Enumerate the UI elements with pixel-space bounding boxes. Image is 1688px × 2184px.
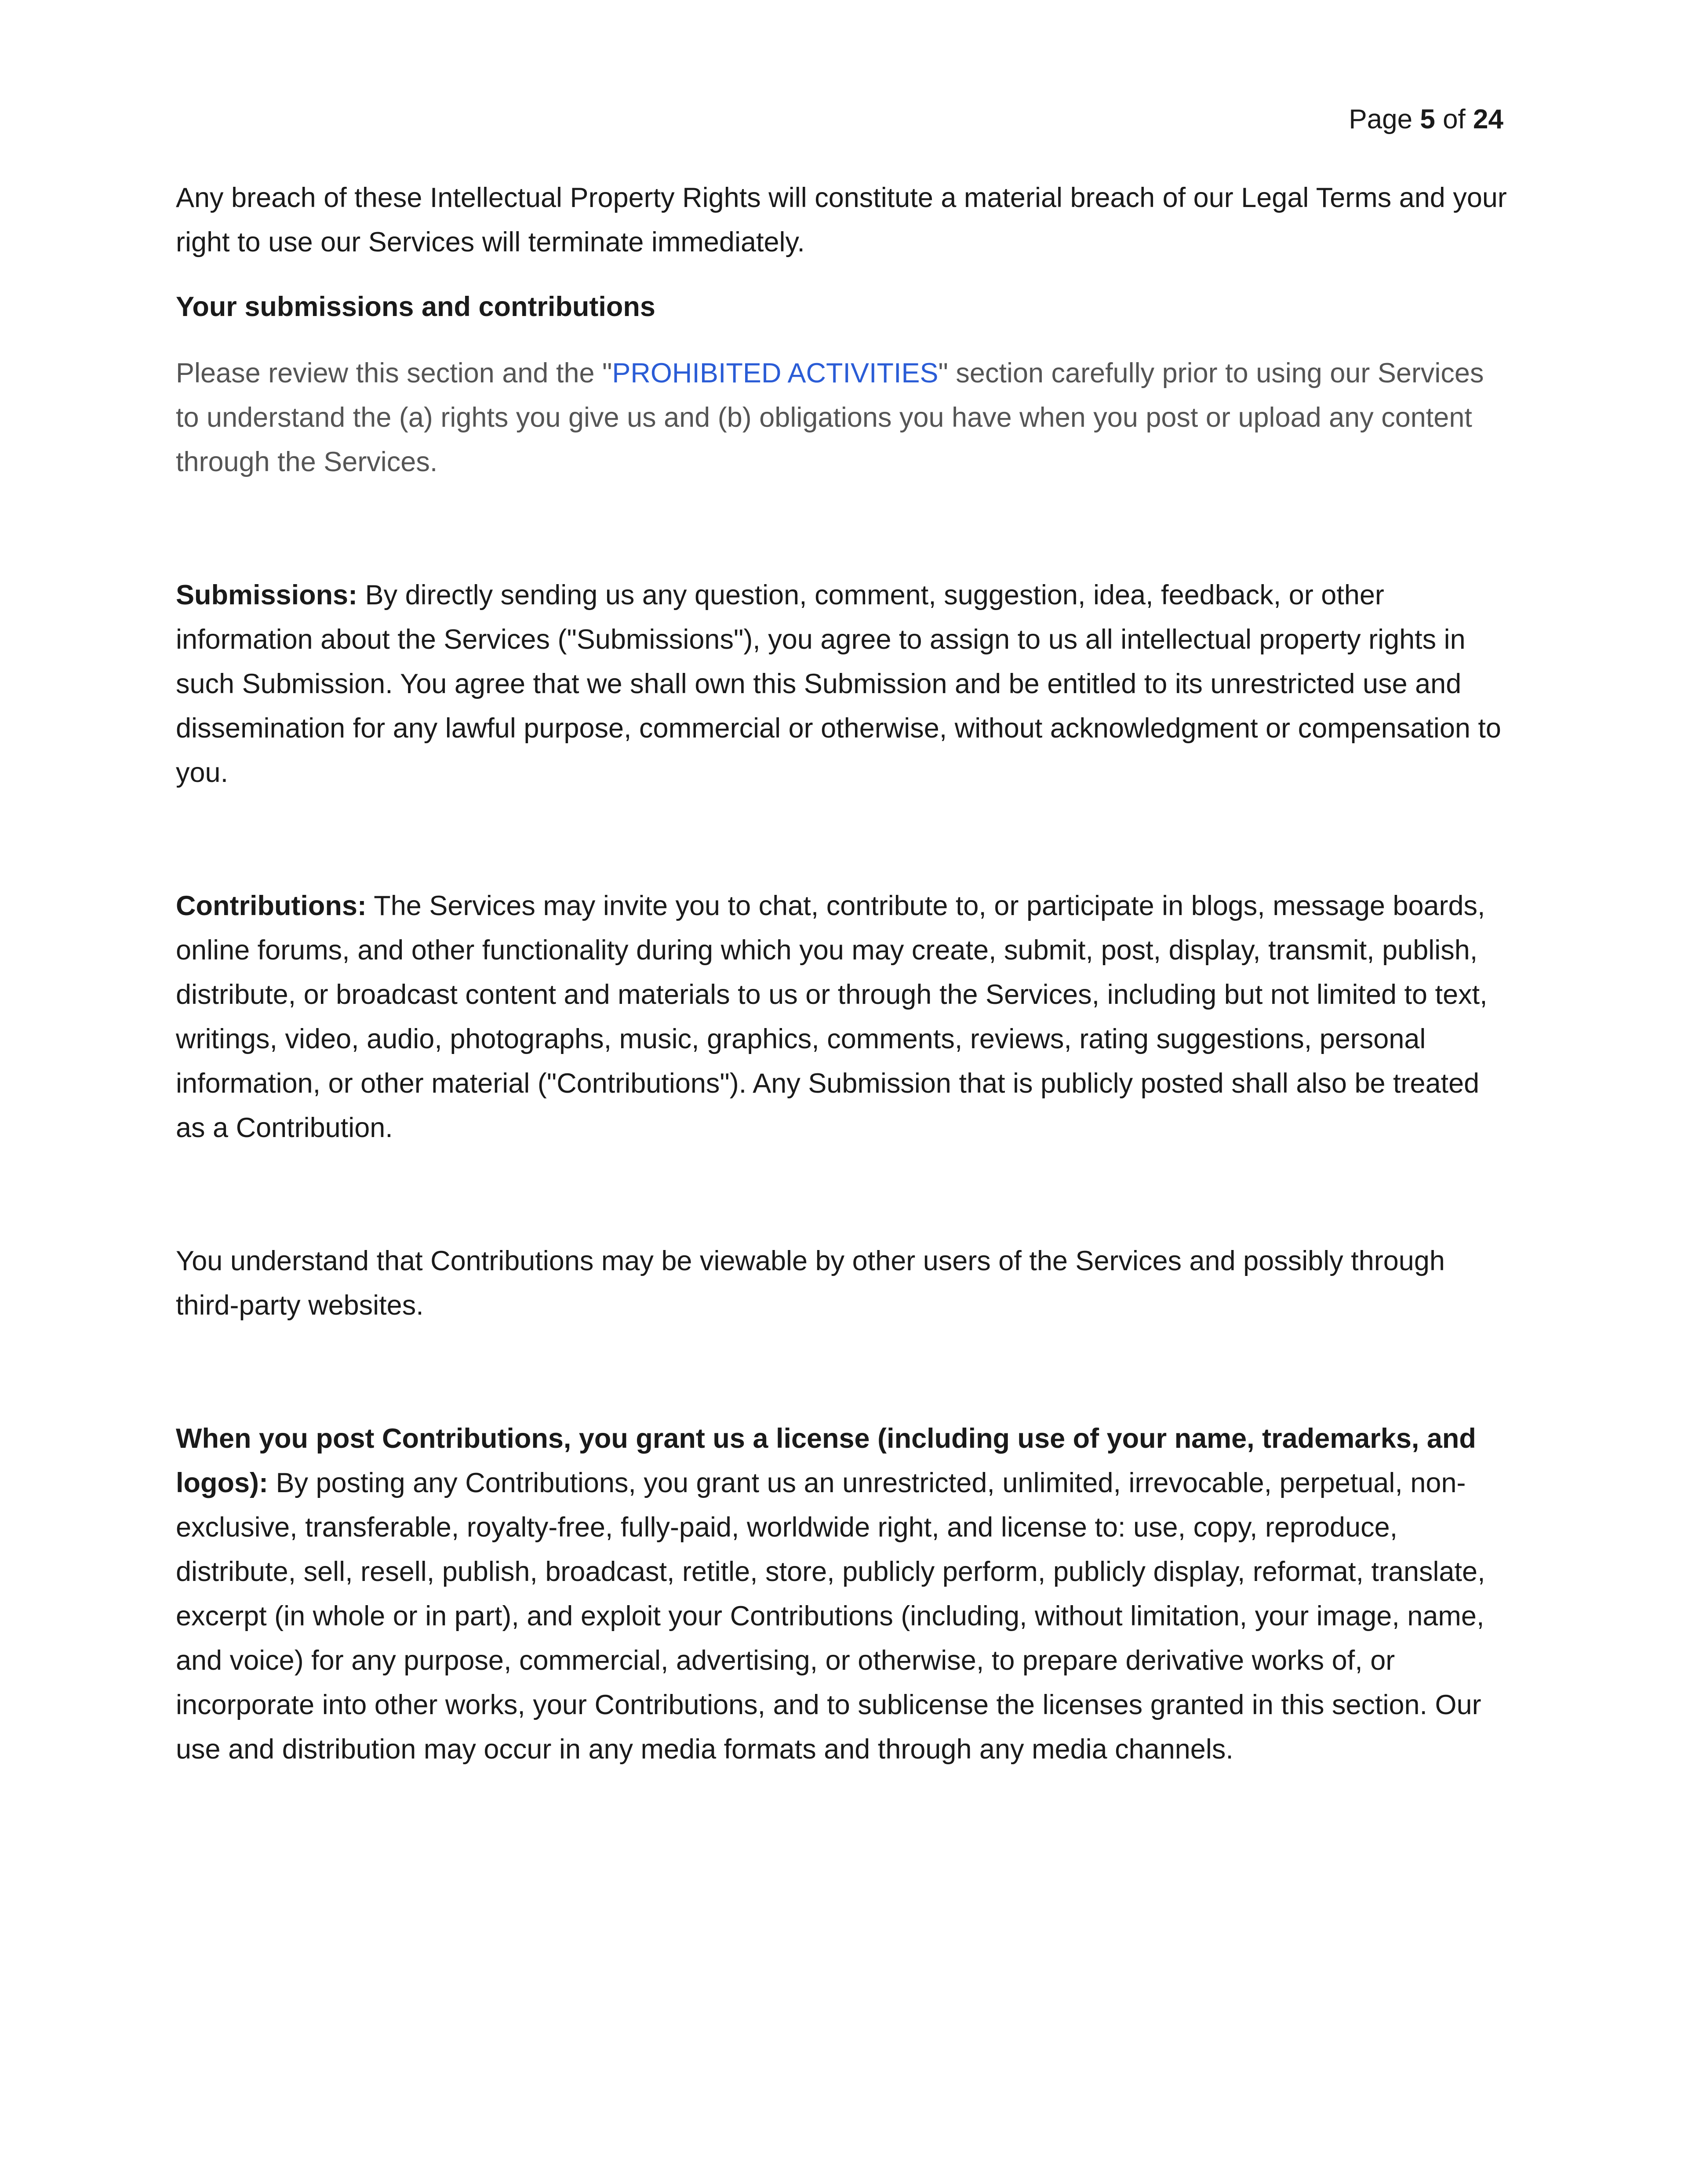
page-number-prefix: Page [1349, 104, 1413, 134]
review-paragraph [176, 351, 1512, 484]
section-heading: Your submissions and contributions [176, 291, 655, 322]
license-paragraph [176, 1417, 1512, 1772]
review-text-before: Please review this section and the " [176, 358, 612, 389]
intro-paragraph: Any breach of these Intellectual Property Rights will constitute a material breach of our Legal Terms and your right to use our Services will terminate immediately. [176, 182, 1507, 258]
license-label: When you post Contributions, you grant us a license (including use of your name, trademarks, and logos): [176, 1423, 1476, 1498]
page-number-separator: of [1443, 104, 1466, 134]
page-number-current: 5 [1420, 104, 1435, 134]
page-number [1349, 102, 1503, 137]
contributions-text: The Services may invite you to chat, contribute to, or participate in blogs, message boards, online forums, and other functionality during which you may create, submit, post, display, transmit, publish, distribute, or broadcast content and materials to us or through the Services, including but not limited to text, writings, video, audio, photographs, music, graphics, comments, reviews, rating suggestions, personal information, or other material ("Contributions"). Any Submission that is publicly posted shall also be treated as a Contribution. [176, 890, 1488, 1143]
submissions-label: Submissions: [176, 580, 358, 611]
page-number-total: 24 [1473, 104, 1503, 134]
prohibited-activities-link[interactable]: PROHIBITED ACTIVITIES [612, 358, 939, 389]
submissions-paragraph [176, 573, 1512, 795]
review-text-after: " section carefully prior to using our Services to understand the (a) rights you give us and (b) obligations you have when you post or upload any content through the Services. [176, 358, 1484, 477]
contributions-paragraph [176, 884, 1512, 1150]
submissions-text: By directly sending us any question, comment, suggestion, idea, feedback, or other information about the Services ("Submissions"), you agree to assign to us all intellectual property rights in such Submission. You agree that we shall own this Submission and be entitled to its unrestricted use and dissemination for any lawful purpose, commercial or otherwise, without acknowledgment or compensation to you. [176, 580, 1501, 788]
document-body [176, 176, 1512, 1772]
viewable-paragraph: You understand that Contributions may be viewable by other users of the Services and possibly through third-party websites. [176, 1246, 1445, 1321]
license-text: By posting any Contributions, you grant us an unrestricted, unlimited, irrevocable, perpetual, non-exclusive, transferable, royalty-free, fully-paid, worldwide right, and license to: use, copy, reproduce, distribute, sell, resell, publish, broadcast, retitle, store, publicly perform, publicly display, reformat, translate, excerpt (in whole or in part), and exploit your Contributions (including, without limitation, your image, name, and voice) for any purpose, commercial, advertising, or otherwise, to prepare derivative works of, or incorporate into other works, your Contributions, and to sublicense the licenses granted in this section. Our use and distribution may occur in any media formats and through any media channels. [176, 1468, 1485, 1765]
contributions-label: Contributions: [176, 890, 367, 921]
